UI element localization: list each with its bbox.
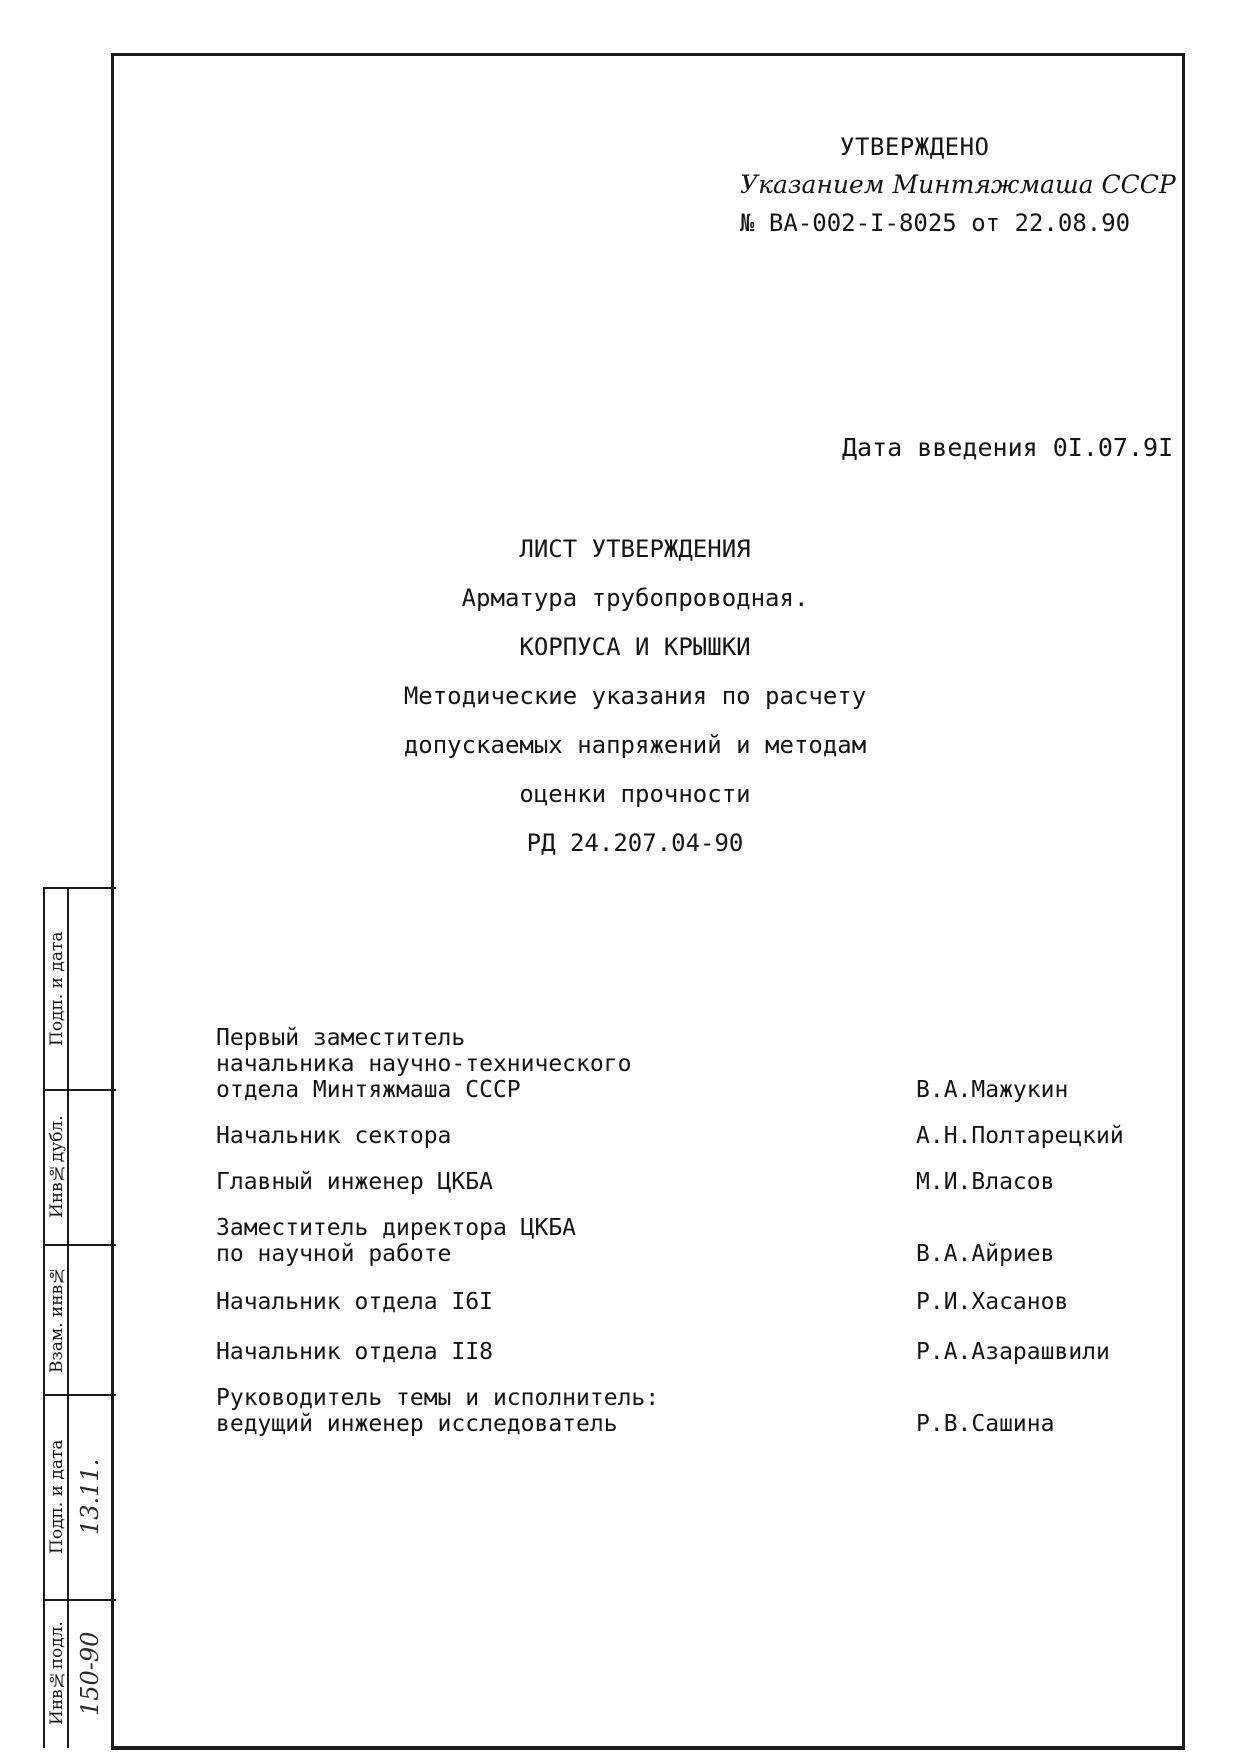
stamp-label-duplicate-inv: Инв№дубл. (47, 1115, 67, 1218)
title-description-3: оценки прочности (519, 780, 751, 808)
document-code: РД 24.207.04-90 (526, 829, 744, 857)
signatory-position: Заместитель директора ЦКБА по научной работе (216, 1215, 577, 1267)
signatory-row (216, 1385, 1176, 1437)
signatory-list (216, 1025, 1176, 1437)
signatory-position: Начальник отдела II8 (216, 1339, 493, 1365)
signatory-row (216, 1169, 1176, 1195)
signatory-name: Р.В.Сашина (916, 1411, 1055, 1437)
intro-date: Дата введения 0I.07.9I (842, 433, 1174, 462)
signatory-row (216, 1025, 1176, 1103)
stamp-handwritten-inv-number: 150-90 (76, 1631, 104, 1716)
approval-by-line: Указанием Минтяжмаша СССР (740, 170, 1176, 199)
signatory-position: Начальник отдела I6I (216, 1289, 493, 1315)
signatory-name: М.И.Власов (916, 1169, 1055, 1195)
stamp-label-original-inv: Инв№подл. (47, 1621, 67, 1726)
approval-block (740, 128, 1176, 242)
signatory-position: Главный инженер ЦКБА (216, 1169, 493, 1195)
signatory-name: Р.А.Азарашвили (916, 1339, 1110, 1365)
page-frame (111, 53, 1185, 1750)
signatory-name: Р.И.Хасанов (916, 1289, 1069, 1315)
title-part: КОРПУСА И КРЫШКИ (519, 633, 751, 661)
signatory-position: Начальник сектора (216, 1123, 452, 1149)
stamp-label-replacement-inv: Взам. инв№ (47, 1264, 67, 1374)
title-description-2: допускаемых напряжений и методам (403, 731, 867, 759)
signatory-name: В.А.Айриев (916, 1241, 1055, 1267)
document-title (380, 525, 890, 868)
signatory-name: В.А.Мажукин (916, 1077, 1069, 1103)
title-subject: Арматура трубопроводная. (461, 584, 809, 612)
signatory-name: А.Н.Полтарецкий (916, 1123, 1124, 1149)
signatory-row (216, 1289, 1176, 1315)
approval-heading: УТВЕРЖДЕНО (840, 133, 990, 161)
title-description-1: Методические указания по расчету (403, 682, 867, 710)
signatory-position: Первый заместитель начальника научно-технического отдела Минтяжмаша СССР (216, 1025, 632, 1103)
signatory-row (216, 1339, 1176, 1365)
signatory-position: Руководитель темы и исполнитель: ведущий инженер исследователь (216, 1385, 660, 1437)
stamp-label-sign-date: Подп. и дата (47, 931, 67, 1047)
stamp-column-divider (67, 889, 69, 1748)
signatory-row (216, 1215, 1176, 1267)
stamp-label-sign-date-2: Подп. и дата (47, 1439, 67, 1554)
margin-stamp-strip (43, 887, 116, 1748)
signatory-row (216, 1123, 1176, 1149)
approval-number-line: № ВА-002-I-8025 от 22.08.90 (740, 209, 1131, 237)
title-sheet-name: ЛИСТ УТВЕРЖДЕНИЯ (519, 535, 751, 563)
stamp-handwritten-date: 13.11. (76, 1458, 104, 1535)
